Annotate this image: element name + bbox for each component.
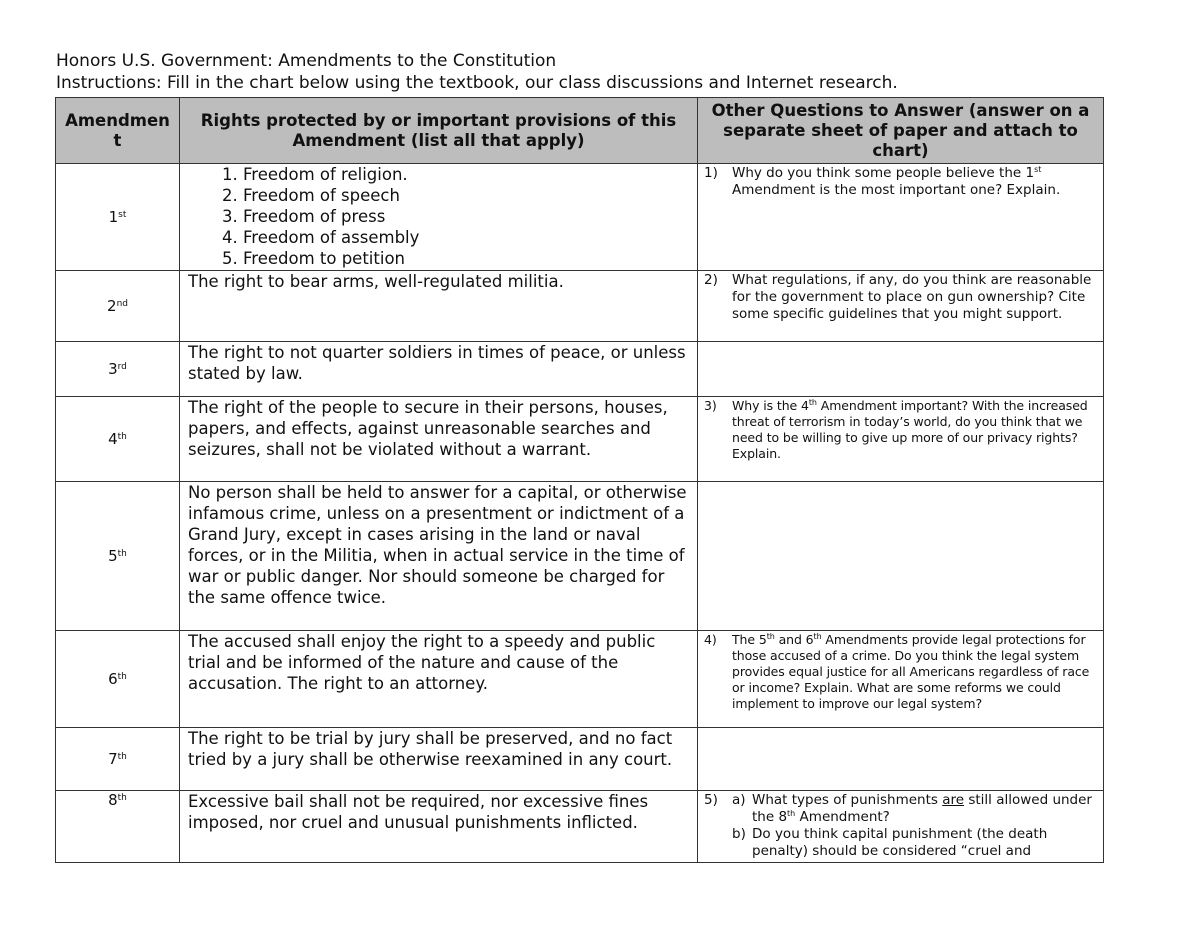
question-cell-empty [698,728,1104,791]
table-row [56,271,1104,342]
sub-question-b: b) Do you think capital punishment (the death penalty) should be considered “cruel and [732,826,1048,859]
question-cell [698,271,1104,342]
question-item: 5) a) What types of punishments are still allowed under the 8th Amendment? b) Do you think capital punishment (the death penalty) should be considered “cruel and [704,792,1097,860]
rights-cell: The right to be trial by jury shall be preserved, and no fact tried by a jury shall be otherwise reexamined in any court. [180,728,698,791]
amendment-cell: 1st [56,164,180,271]
rights-cell [180,164,698,271]
rights-cell: No person shall be held to answer for a capital, or otherwise infamous crime, unless on a presentment or indictment of a Grand Jury, except in cases arising in the land or naval forces, or in the Militia, when in actual service in the time of war or public danger. Nor should someone be charged for the same offence twice. [180,482,698,631]
table-row [56,728,1104,791]
amendment-cell: 2nd [56,271,180,342]
question-item: 4) The 5th and 6th Amendments provide legal protections for those accused of a crime. Do you think the legal system provides equal justice for all Americans regardless of race or income? Explain. What are some reforms we could implement to improve our legal system? [704,632,1090,711]
rights-cell: The right to bear arms, well-regulated militia. [180,271,698,342]
header-rights: Rights protected by or important provisions of this Amendment (list all that apply) [180,98,698,164]
table-row [56,164,1104,271]
amendment-cell: 3rd [56,342,180,397]
question-cell-empty [698,342,1104,397]
list-item: 5. Freedom to petition [243,248,691,269]
header-amendment: Amendment [56,98,180,164]
question-cell-empty [698,482,1104,631]
table-row [56,397,1104,482]
table-row [56,482,1104,631]
document-title: Honors U.S. Government: Amendments to the Constitution [56,51,557,71]
amendment-cell: 4th [56,397,180,482]
question-cell [698,164,1104,271]
rights-cell: The right to not quarter soldiers in times of peace, or unless stated by law. [180,342,698,397]
question-cell [698,631,1104,728]
table-row [56,342,1104,397]
sub-question-a: a) What types of punishments are still allowed under the 8th Amendment? [732,792,1092,825]
list-item: 4. Freedom of assembly [243,227,691,248]
list-item: 2. Freedom of speech [243,185,691,206]
table-row [56,631,1104,728]
table-row [56,791,1104,863]
amendment-cell: 7th [56,728,180,791]
rights-cell: Excessive bail shall not be required, nor excessive fines imposed, nor cruel and unusual punishments inflicted. [180,791,698,863]
question-cell [698,791,1104,863]
amendment-cell: 8th [56,791,180,863]
document-heading [56,50,898,94]
question-item: 1) Why do you think some people believe the 1st Amendment is the most important one? Explain. [704,165,1061,198]
question-cell [698,397,1104,482]
document-instructions: Instructions: Fill in the chart below using the textbook, our class discussions and Internet research. [56,73,898,93]
chart-header-row [56,98,1104,164]
question-item: 3) Why is the 4th Amendment important? With the increased threat of terrorism in today’s world, do you think that we need to be willing to give up more of our privacy rights? Explain. [704,398,1088,461]
amendment-cell: 5th [56,482,180,631]
rights-cell: The accused shall enjoy the right to a speedy and public trial and be informed of the nature and cause of the accusation. The right to an attorney. [180,631,698,728]
header-questions: Other Questions to Answer (answer on a separate sheet of paper and attach to chart) [698,98,1104,164]
amendments-chart [55,97,1104,863]
amendment-cell: 6th [56,631,180,728]
rights-cell: The right of the people to secure in their persons, houses, papers, and effects, against unreasonable searches and seizures, shall not be violated without a warrant. [180,397,698,482]
rights-list [188,164,691,269]
question-item: 2) What regulations, if any, do you think are reasonable for the government to place on gun ownership? Cite some specific guidelines that you might support. [704,272,1092,322]
list-item: 3. Freedom of press [243,206,691,227]
list-item: 1. Freedom of religion. [243,164,691,185]
